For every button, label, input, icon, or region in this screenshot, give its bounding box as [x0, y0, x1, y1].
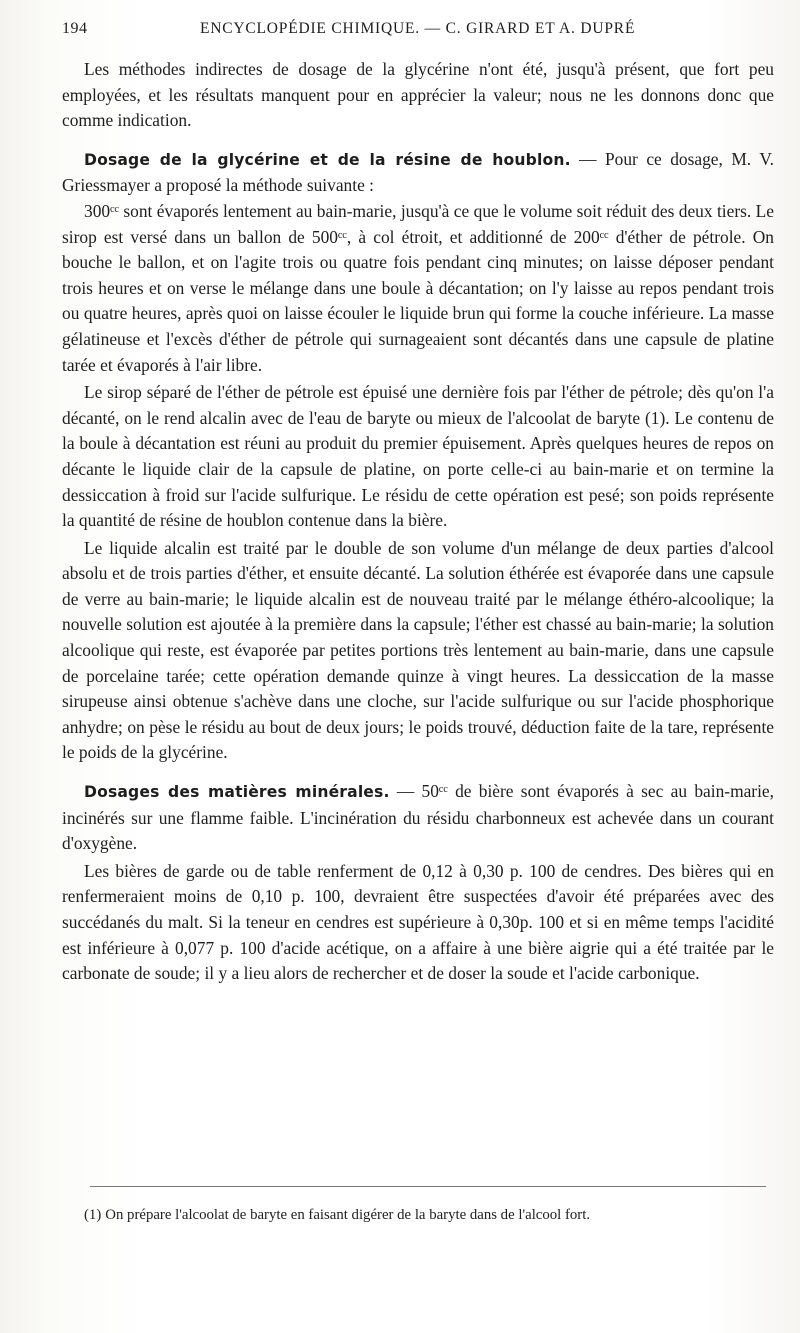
paragraph-intro: Les méthodes indirectes de dosage de la glycérine n'ont été, jusqu'à présent, que fort peu employées, et les résultats manquent pour en apprécier la valeur; nous ne les donnons donc que comme indication.: [62, 59, 774, 131]
paragraph-minerals-text: — 50ᶜᶜ de bière sont évaporés à sec au bain-marie, incinérés sur une flamme faible. L'incinération du résidu charbonneux est achevée dans un courant d'oxygène.: [62, 781, 774, 854]
footnote-divider: [90, 1186, 766, 1187]
section-heading-glycerine-resin: Dosage de la glycérine et de la résine de houblon.: [84, 150, 571, 169]
paragraph-evaporation: 300ᶜᶜ sont évaporés lentement au bain-marie, jusqu'à ce que le volume soit réduit des deux tiers. Le sirop est versé dans un ballon de 500ᶜᶜ, à col étroit, et additionné de 200ᶜᶜ d'éther de pétrole. On bouche le ballon, et on l'agite trois ou quatre fois pendant cinq minutes; on laisse déposer pendant trois heures et on verse le mélange dans une boule à décantation; on l'y laisse au repos pendant trois ou quatre heures, après quoi on laisse écouler le liquide brun qui forme la couche inférieure. La masse gélatineuse et l'excès d'éther de pétrole qui surnageaient sont décantés dans une capsule de platine tarée et évaporés à l'air libre.: [62, 200, 774, 375]
paragraph-glycerine-resin-text: — Pour ce dosage, M. V. Griessmayer a proposé la méthode suivante :: [62, 148, 774, 196]
footnote-marker: (1): [84, 1207, 102, 1223]
body-text: [62, 57, 774, 987]
paragraph-glycerine-resin: [62, 147, 774, 199]
footnote-text: On prépare l'alcoolat de baryte en faisant digérer de la baryte dans de l'alcool fort.: [105, 1207, 591, 1223]
page-header: [62, 20, 778, 48]
section-heading-minerals: Dosages des matières minérales.: [84, 783, 390, 802]
footnote: [84, 1206, 764, 1224]
paragraph-alkaline-liquid: Le liquide alcalin est traité par le double de son volume d'un mélange de deux parties d'alcool absolu et de trois parties d'éther, et ensuite décanté. La solution éthérée est évaporée dans une capsule de verre au bain-marie; le liquide alcalin est de nouveau traité par le mélange éthéro-alcoolique; la nouvelle solution est ajoutée à la première dans la capsule; l'éther est chassé au bain-marie; la solution alcoolique qui reste, est évaporée par petites portions très lentement au bain-marie, dans une capsule de porcelaine tarée; cette opération demande quinze à vingt heures. La dessiccation de la masse sirupeuse ainsi obtenue s'achève dans une cloche, sur l'acide sulfurique ou sur l'acide phosphorique anhydre; on pèse le résidu au bout de deux jours; le poids trouvé, déduction faite de la tare, représente le poids de la glycérine.: [62, 537, 774, 763]
paragraph-syrup: Le sirop séparé de l'éther de pétrole est épuisé une dernière fois par l'éther de pétrole; dès qu'on l'a décanté, on le rend alcalin avec de l'eau de baryte ou mieux de l'alcoolat de baryte (1). Le contenu de la boule à décantation est réuni au produit du premier épuisement. Après quelques heures de repos on décante le liquide clair de la capsule de platine, on porte celle-ci au bain-marie et on termine la dessiccation à froid sur l'acide sulfurique. Le résidu de cette opération est pesé; son poids représente la quantité de résine de houblon contenue dans la bière.: [62, 382, 774, 531]
page-number: 194: [62, 20, 88, 37]
paragraph-minerals: [62, 779, 774, 857]
paragraph-ash-content: Les bières de garde ou de table renferment de 0,12 à 0,30 p. 100 de cendres. Des bières qui en renfermeraient moins de 0,10 p. 100, devraient être suspectées d'avoir été préparées avec des succédanés du malt. Si la teneur en cendres est supérieure à 0,30p. 100 et si en même temps l'acidité est inférieure à 0,077 p. 100 d'acide acétique, on a affaire à une bière aigrie qui a été traitée par le carbonate de soude; il y a lieu alors de rechercher et de doser la soude et l'acide carbonique.: [62, 860, 774, 984]
running-title: ENCYCLOPÉDIE CHIMIQUE. — C. GIRARD ET A. DUPRÉ: [200, 20, 636, 37]
